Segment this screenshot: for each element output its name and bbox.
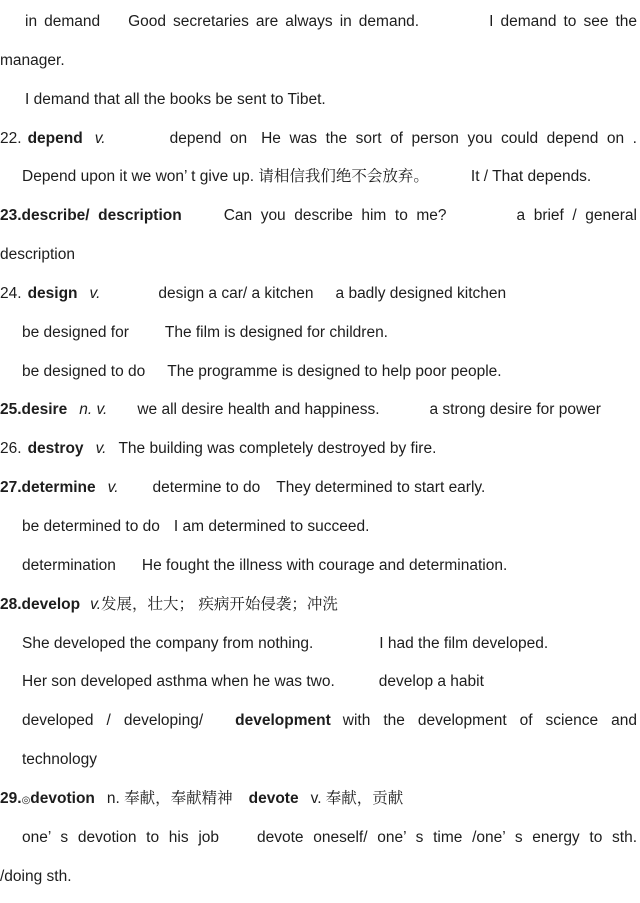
- text-line: [0, 858, 640, 897]
- tab-gap: [116, 569, 142, 570]
- headword: development: [235, 712, 331, 730]
- text-run: I demand that all the books be sent to Tibet.: [25, 90, 326, 108]
- tab-gap: [313, 647, 379, 648]
- text-run: a strong desire for power: [429, 401, 601, 419]
- text-run: with the development of science and: [342, 712, 637, 730]
- text-run: design a car/ a kitchen: [158, 284, 314, 302]
- tab-gap: [380, 413, 430, 414]
- tab-gap: [106, 452, 118, 453]
- tab-gap: [107, 413, 137, 414]
- text-run: 22.: [0, 129, 22, 147]
- text-run: The programme is designed to help poor people.: [167, 362, 502, 380]
- text-line: [0, 120, 640, 159]
- text-run: develop a habit: [378, 673, 484, 691]
- text-run: we all desire health and happiness.: [137, 401, 380, 419]
- text-line: [0, 236, 640, 275]
- text-run: determination: [22, 556, 116, 574]
- text-line: [0, 508, 640, 547]
- pos-label: v.: [89, 284, 101, 302]
- text-run: 发展，壮大； 疾病开始侵袭；冲洗: [101, 595, 338, 613]
- text-run: He was the sort of person you could depend on .: [261, 129, 637, 147]
- text-run: He fought the illness with courage and determination.: [141, 556, 508, 574]
- text-line: [0, 663, 640, 702]
- tab-gap: [67, 413, 79, 414]
- text-run: I demand to see the: [489, 13, 638, 30]
- text-line: [0, 3, 640, 42]
- text-run: a brief / general: [516, 207, 637, 225]
- text-run: 24.: [0, 284, 22, 302]
- tab-gap: [299, 802, 311, 803]
- text-line: [0, 197, 640, 236]
- tab-gap: [145, 375, 167, 376]
- text-run: Depend upon it we won’ t give up. 请相信我们绝不会放弃。: [22, 168, 429, 186]
- text-line: [0, 780, 640, 819]
- tab-gap: [314, 297, 336, 298]
- pos-label: v.: [94, 129, 106, 147]
- text-line: [0, 586, 640, 625]
- tab-gap: [78, 297, 90, 298]
- tab-gap: [203, 724, 235, 725]
- text-line: [0, 158, 640, 197]
- headword: 23.describe/ description: [0, 207, 182, 225]
- text-run: determine to do: [152, 479, 261, 497]
- text-run: one’ s devotion to his job: [22, 828, 220, 846]
- tab-gap: [119, 491, 153, 492]
- text-line: [0, 469, 640, 508]
- tab-gap: [100, 297, 158, 298]
- headword: destroy: [27, 440, 84, 458]
- text-run: devote oneself/ one’ s time /one’ s energy to sth.: [257, 828, 637, 846]
- text-run: I am determined to succeed.: [173, 517, 370, 535]
- tab-gap: [419, 25, 489, 26]
- text-run: manager.: [0, 51, 65, 69]
- tab-gap: [100, 25, 128, 26]
- tab-gap: [331, 724, 343, 725]
- headword: 29.: [0, 789, 22, 807]
- text-run: It / That depends.: [470, 168, 592, 186]
- text-run: Her son developed asthma when he was two.: [22, 673, 335, 691]
- tab-gap: [96, 491, 108, 492]
- tab-gap: [233, 802, 249, 803]
- text-run: description: [0, 246, 75, 264]
- pos-label: n. v.: [79, 401, 108, 419]
- text-run: ◎: [21, 794, 31, 806]
- headword: 27.determine: [0, 479, 96, 497]
- headword: 28.develop: [0, 595, 81, 613]
- headword: depend: [27, 129, 83, 147]
- text-run: depend on: [169, 129, 248, 147]
- text-line: [0, 741, 640, 780]
- tab-gap: [84, 452, 96, 453]
- tab-gap: [106, 142, 170, 143]
- text-run: v. 奉献，贡献: [310, 789, 404, 807]
- tab-gap: [447, 219, 517, 220]
- pos-label: v.: [95, 440, 107, 458]
- text-run: 26.: [0, 440, 22, 458]
- text-run: She developed the company from nothing.: [22, 634, 314, 652]
- tab-gap: [260, 491, 276, 492]
- tab-gap: [219, 841, 257, 842]
- text-line: [0, 547, 640, 586]
- text-line: [0, 81, 640, 120]
- text-run: /doing sth.: [0, 867, 72, 885]
- tab-gap: [80, 608, 90, 609]
- text-line: [0, 702, 640, 741]
- tab-gap: [335, 685, 379, 686]
- headword: design: [27, 284, 78, 302]
- tab-gap: [247, 142, 261, 143]
- text-line: [0, 430, 640, 469]
- text-run: The film is designed for children.: [164, 323, 388, 341]
- headword: devotion: [30, 789, 95, 807]
- text-run: They determined to start early.: [276, 479, 486, 497]
- text-line: [0, 819, 640, 858]
- text-run: Good secretaries are always in demand.: [128, 13, 420, 30]
- headword: devote: [248, 789, 299, 807]
- text-run: technology: [22, 751, 97, 769]
- text-line: [0, 353, 640, 392]
- text-run: a badly designed kitchen: [335, 284, 507, 302]
- text-run: Can you describe him to me?: [223, 207, 447, 225]
- text-run: be designed to do: [22, 362, 146, 380]
- pos-label: v.: [90, 595, 102, 613]
- text-run: n. 奉献，奉献精神: [106, 789, 233, 807]
- tab-gap: [160, 530, 174, 531]
- text-run: I had the film developed.: [379, 634, 549, 652]
- text-line: [0, 314, 640, 353]
- headword: 25.desire: [0, 401, 68, 419]
- text-run: The building was completely destroyed by fire.: [118, 440, 437, 458]
- text-line: [0, 42, 640, 81]
- text-run: be determined to do: [22, 517, 160, 535]
- text-run: developed / developing/: [22, 712, 204, 730]
- tab-gap: [129, 336, 165, 337]
- tab-gap: [95, 802, 107, 803]
- pos-label: v.: [107, 479, 119, 497]
- tab-gap: [83, 142, 95, 143]
- text-run: in demand: [25, 13, 101, 30]
- tab-gap: [182, 219, 224, 220]
- text-line: [0, 275, 640, 314]
- text-line: [0, 625, 640, 664]
- tab-gap: [429, 180, 471, 181]
- text-line: [0, 391, 640, 430]
- text-run: be designed for: [22, 323, 129, 341]
